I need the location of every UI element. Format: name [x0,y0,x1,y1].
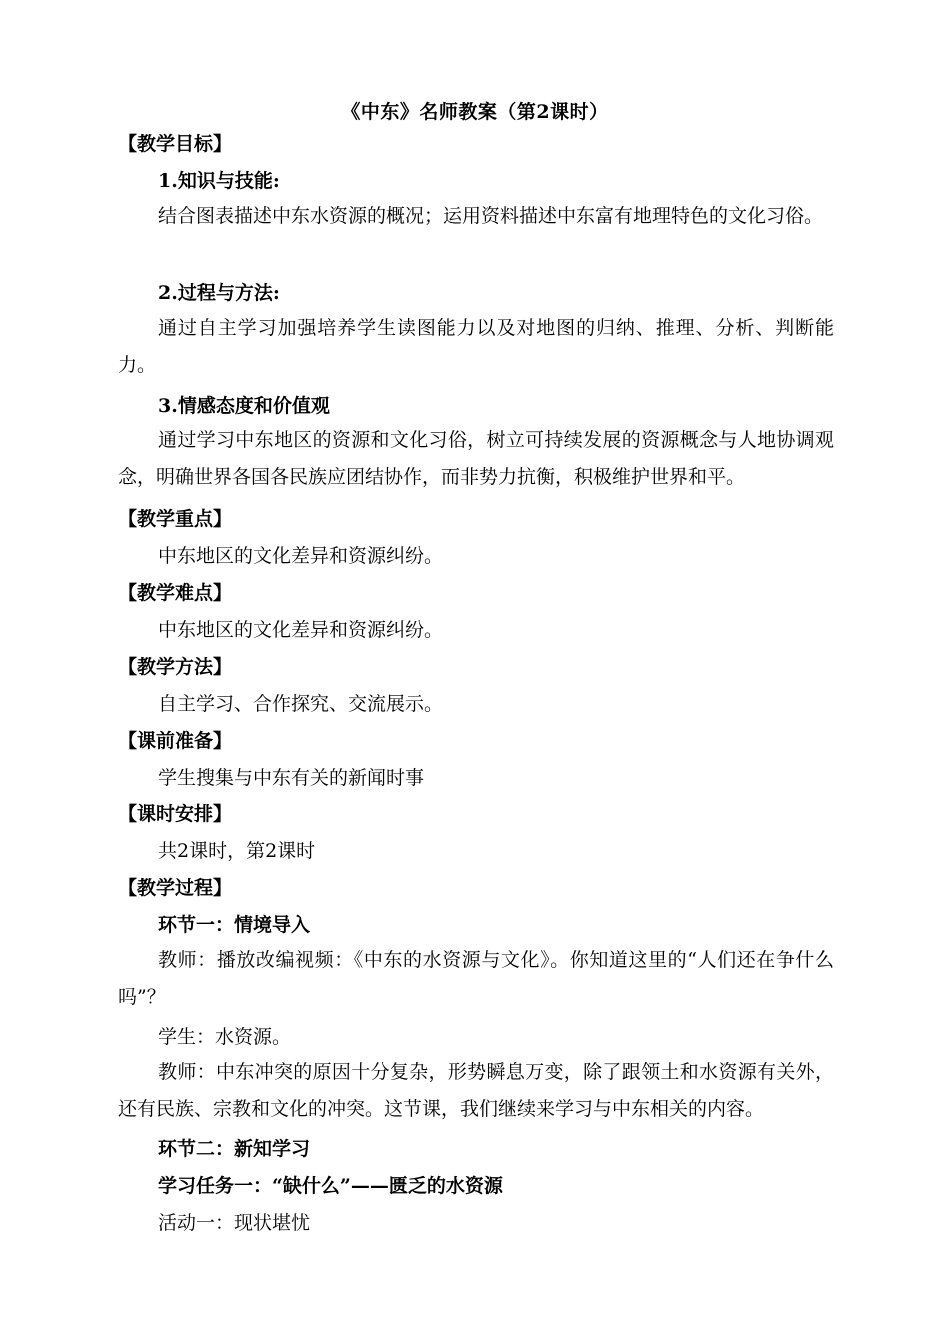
section-heading-key-points: 【教学重点】 [118,508,233,530]
section-heading-methods: 【教学方法】 [118,656,233,678]
paragraph-student-1: 学生：水资源。 [158,1026,292,1048]
paragraph-knowledge: 结合图表描述中东水资源的概况；运用资料描述中东富有地理特色的文化习俗。 [158,205,824,227]
page-title: 《中东》名师教案（第2课时） [341,101,609,123]
step-heading-1: 环节一：情境导入 [158,914,311,936]
subheading-knowledge: 1.知识与技能: [158,170,280,192]
paragraph-teacher-2: 教师：中东冲突的原因十分复杂，形势瞬息万变，除了跟领土和水资源有关外，还有民族、宗教和文化的冲突。这节课，我们继续来学习与中东相关的内容。 [118,1061,834,1120]
text-schedule: 共2课时，第2课时 [158,840,316,862]
section-heading-schedule: 【课时安排】 [118,803,233,825]
task-heading-1: 学习任务一：“缺什么”——匮乏的水资源 [158,1175,503,1197]
subheading-process: 2.过程与方法: [158,282,280,304]
section-heading-goals: 【教学目标】 [118,133,233,155]
paragraph-values: 通过学习中东地区的资源和文化习俗，树立可持续发展的资源概念与人地协调观念，明确世界各国各民族应团结协作，而非势力抗衡，积极维护世界和平。 [118,429,834,488]
subheading-values: 3.情感态度和价值观 [158,395,330,417]
text-methods: 自主学习、合作探究、交流展示。 [158,693,444,715]
step-heading-2: 环节二：新知学习 [158,1138,311,1160]
text-preparation: 学生搜集与中东有关的新闻时事 [158,767,425,789]
paragraph-teacher-1: 教师：播放改编视频：《中东的水资源与文化》。你知道这里的“人们还在争什么吗”？ [118,949,834,1008]
paragraph-process: 通过自主学习加强培养学生读图能力以及对地图的归纳、推理、分析、判断能力。 [118,317,834,376]
section-heading-preparation: 【课前准备】 [118,730,233,752]
text-key-points: 中东地区的文化差异和资源纠纷。 [158,545,444,567]
section-heading-process: 【教学过程】 [118,877,233,899]
text-difficulties: 中东地区的文化差异和资源纠纷。 [158,619,444,641]
activity-heading-1: 活动一：现状堪忧 [158,1212,311,1234]
section-heading-difficulties: 【教学难点】 [118,582,233,604]
